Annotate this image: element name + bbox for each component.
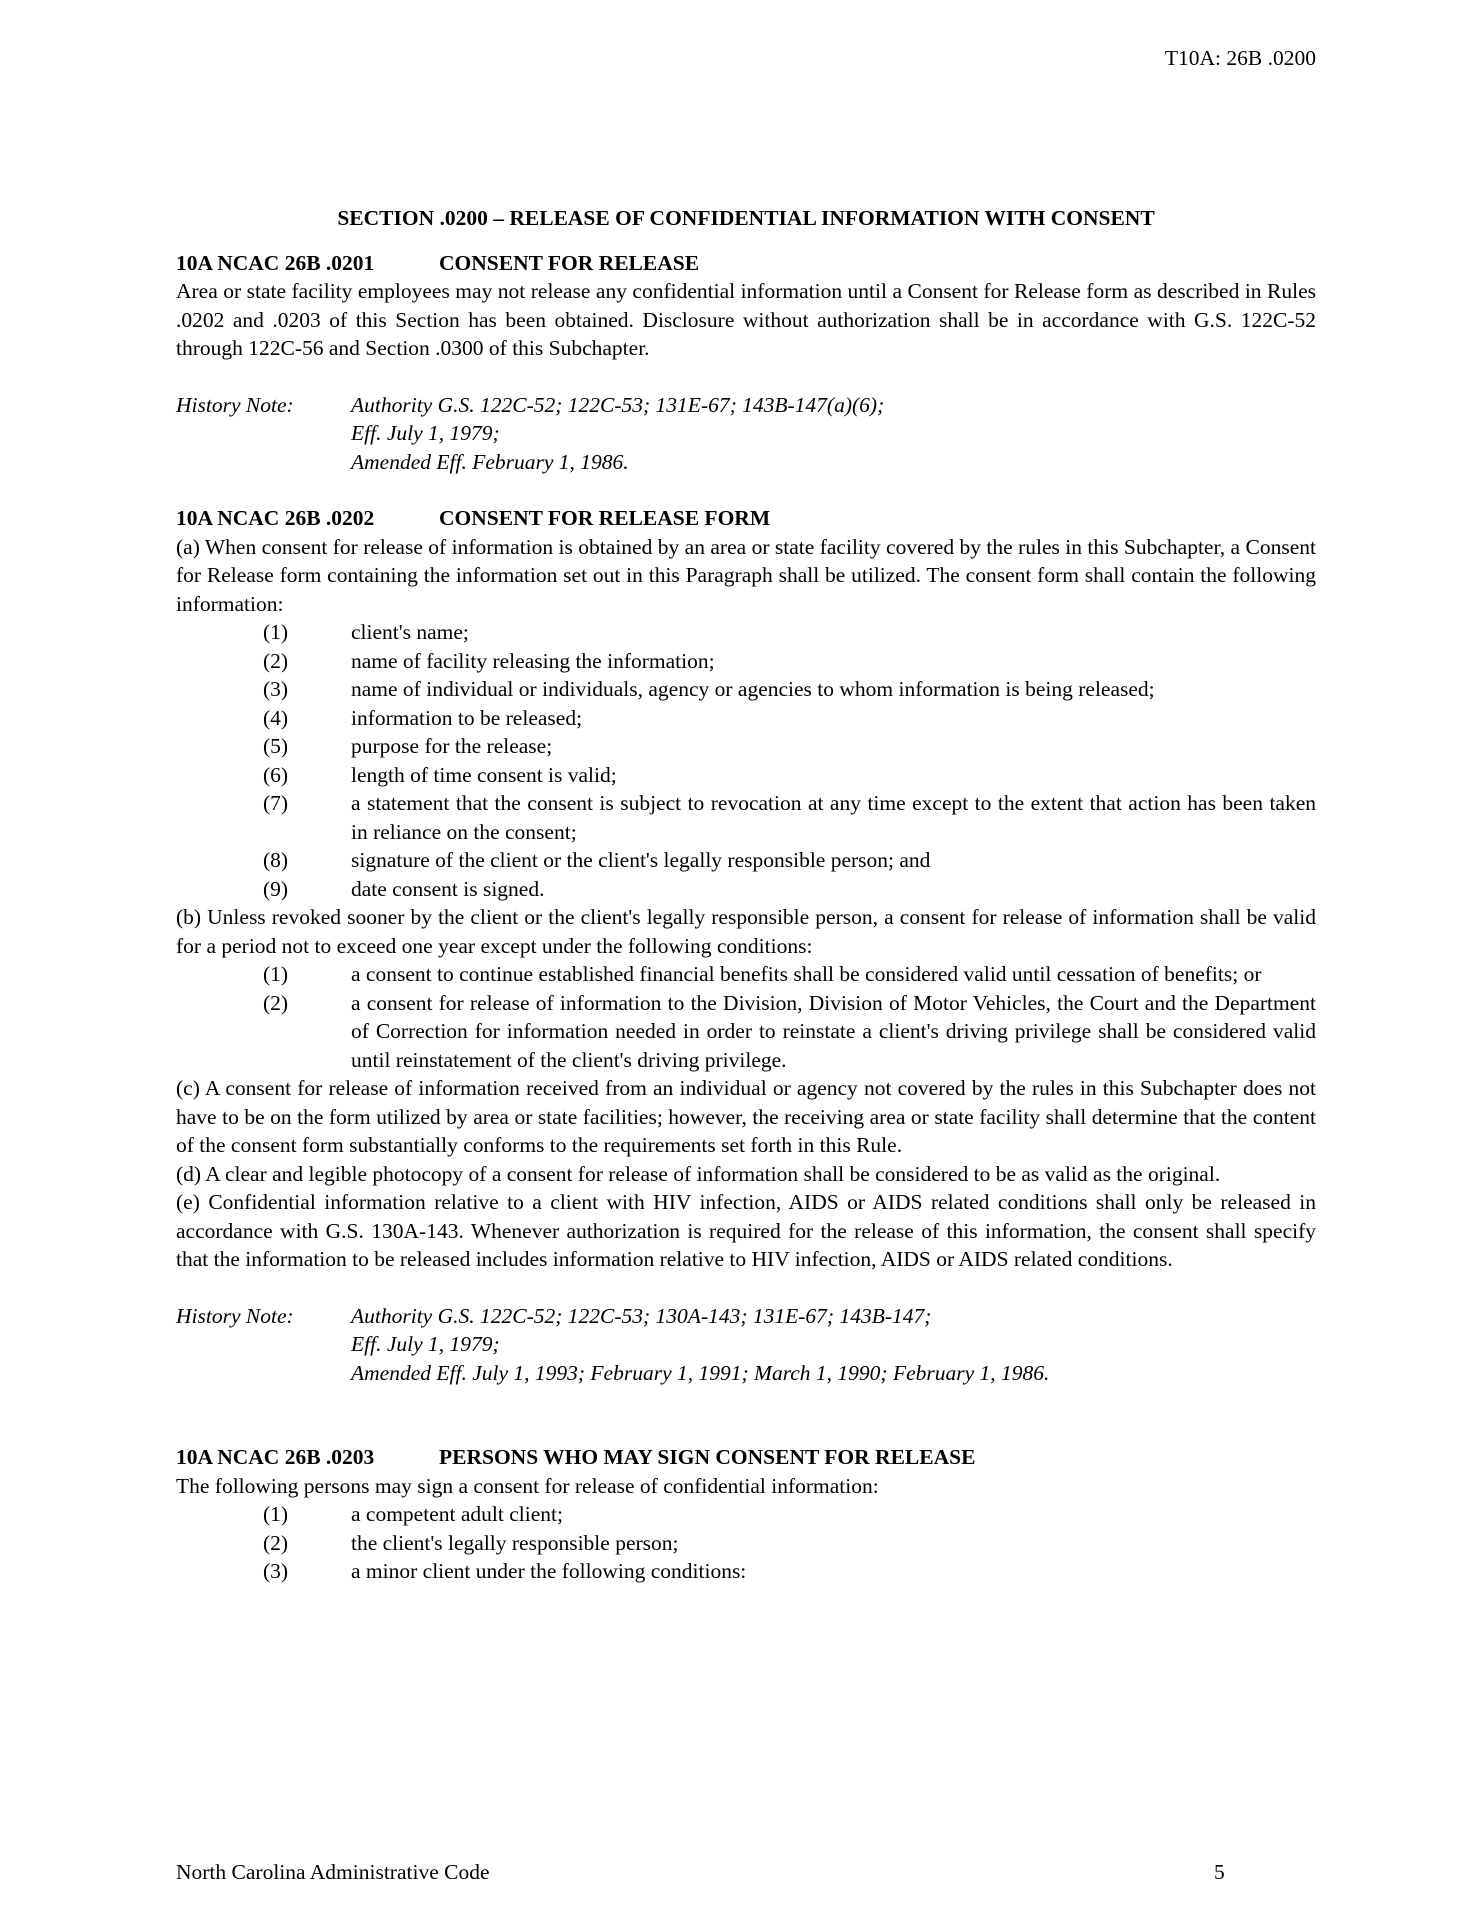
list-item-number: (2) bbox=[263, 1530, 289, 1555]
list-item-text: a consent to continue established financial benefits shall be considered valid until cessation of benefits; or bbox=[351, 962, 1262, 986]
footer-title: North Carolina Administrative Code bbox=[176, 1860, 490, 1884]
rule-number: 10A NCAC 26B .0202 bbox=[176, 506, 375, 530]
list-item bbox=[176, 618, 1316, 647]
list-item bbox=[176, 1500, 1316, 1529]
rule-heading-0202 bbox=[176, 504, 1316, 533]
rule-intro: The following persons may sign a consent for release of confidential information: bbox=[176, 1473, 879, 1498]
list-item-text: name of individual or individuals, agency or agencies to whom information is being released; bbox=[351, 677, 1155, 701]
paragraph-a: (a) When consent for release of information is obtained by an area or state facility covered by the rules in this Subchapter, a Consent for Release form containing the information set out in this Paragraph shall be utilized. The consent form shall contain the following information: bbox=[176, 534, 1316, 616]
signer-list bbox=[176, 1500, 1316, 1586]
list-item bbox=[176, 647, 1316, 676]
list-item-number: (5) bbox=[263, 734, 289, 758]
list-item-text: purpose for the release; bbox=[351, 734, 553, 758]
page-header-id: T10A: 26B .0200 bbox=[1164, 46, 1316, 70]
list-item-number: (3) bbox=[263, 1559, 289, 1583]
list-a bbox=[176, 618, 1316, 903]
section-title: SECTION .0200 – RELEASE OF CONFIDENTIAL INFORMATION WITH CONSENT bbox=[337, 206, 1155, 230]
history-line: Eff. July 1, 1979; bbox=[351, 421, 500, 445]
paragraph-c: (c) A consent for release of information received from an individual or agency not covered by the rules in this Subchapter does not have to be on the form utilized by area or state facilities; however, the receiving area or state facility shall determine that the content of the consent form substantially conforms to the requirements set forth in this Rule. bbox=[176, 1076, 1316, 1157]
rule-heading-0203 bbox=[176, 1443, 1316, 1472]
list-item-number: (8) bbox=[263, 848, 289, 872]
list-item-number: (7) bbox=[263, 791, 289, 815]
list-item-text: date consent is signed. bbox=[351, 876, 545, 901]
list-item-text: client's name; bbox=[351, 620, 469, 644]
rule-number: 10A NCAC 26B .0203 bbox=[176, 1445, 375, 1469]
list-item-number: (1) bbox=[263, 962, 289, 986]
list-item-text: signature of the client or the client's legally responsible person; and bbox=[351, 848, 931, 872]
history-label: History Note: bbox=[176, 1303, 294, 1328]
document-body bbox=[176, 204, 1316, 1586]
list-item bbox=[176, 846, 1316, 875]
list-item bbox=[176, 1557, 1316, 1586]
rule-title: CONSENT FOR RELEASE bbox=[439, 250, 700, 275]
history-line: Authority G.S. 122C-52; 122C-53; 131E-67; 143B-147(a)(6); bbox=[351, 392, 885, 417]
history-note bbox=[176, 1302, 1316, 1388]
list-item-text: a competent adult client; bbox=[351, 1502, 563, 1526]
list-item-number: (1) bbox=[263, 620, 289, 644]
list-item-number: (2) bbox=[263, 990, 289, 1015]
list-item bbox=[176, 1529, 1316, 1558]
history-line: Amended Eff. February 1, 1986. bbox=[351, 449, 629, 474]
list-item-number: (4) bbox=[263, 705, 289, 730]
list-item-text: a minor client under the following conditions: bbox=[351, 1559, 747, 1583]
rule-body: Area or state facility employees may not release any confidential information until a Consent for Release form as described in Rules .0202 and .0203 of this Section has been obtained. Disclosure without authorization shall be in accordance with G.S. 122C-52 through 122C-56 and Section .0300 of this Subchapter. bbox=[176, 279, 1316, 360]
list-b bbox=[176, 960, 1316, 1074]
list-item-number: (6) bbox=[263, 762, 289, 787]
rule-title: PERSONS WHO MAY SIGN CONSENT FOR RELEASE bbox=[439, 1445, 976, 1469]
list-item bbox=[176, 732, 1316, 761]
history-note bbox=[176, 391, 1316, 477]
list-item bbox=[176, 875, 1316, 904]
history-label: History Note: bbox=[176, 392, 294, 417]
list-item-number: (9) bbox=[263, 876, 289, 901]
paragraph-d: (d) A clear and legible photocopy of a consent for release of information shall be considered to be as valid as the original. bbox=[176, 1161, 1221, 1186]
list-item-text: a consent for release of information to the Division, Division of Motor Vehicles, the Court and the Department of Correction for information needed in order to reinstate a client's driving privilege shall be considered valid until reinstatement of the client's driving privilege. bbox=[351, 990, 1316, 1072]
page-number: 5 bbox=[1214, 1860, 1225, 1884]
list-item bbox=[176, 789, 1316, 846]
rule-title: CONSENT FOR RELEASE FORM bbox=[439, 506, 771, 530]
list-item-text: information to be released; bbox=[351, 705, 583, 730]
list-item bbox=[176, 704, 1316, 733]
list-item bbox=[176, 675, 1316, 704]
history-line: Eff. July 1, 1979; bbox=[351, 1332, 500, 1356]
paragraph-e: (e) Confidential information relative to a client with HIV infection, AIDS or AIDS related conditions shall only be released in accordance with G.S. 130A-143. Whenever authorization is required for the release of this information, the consent shall specify that the information to be released includes information relative to HIV infection, AIDS or AIDS related conditions. bbox=[176, 1190, 1316, 1271]
list-item-text: the client's legally responsible person; bbox=[351, 1530, 679, 1555]
list-item-text: a statement that the consent is subject to revocation at any time except to the extent that action has been taken in reliance on the consent; bbox=[351, 791, 1316, 844]
list-item bbox=[176, 989, 1316, 1075]
list-item-text: length of time consent is valid; bbox=[351, 762, 617, 787]
list-item-number: (1) bbox=[263, 1502, 289, 1526]
list-item-number: (3) bbox=[263, 677, 289, 701]
paragraph-b: (b) Unless revoked sooner by the client or the client's legally responsible person, a consent for release of information shall be valid for a period not to exceed one year except under the following conditions: bbox=[176, 905, 1316, 958]
list-item bbox=[176, 960, 1316, 989]
list-item-text: name of facility releasing the information; bbox=[351, 648, 715, 673]
list-item bbox=[176, 761, 1316, 790]
history-line: Amended Eff. July 1, 1993; February 1, 1991; March 1, 1990; February 1, 1986. bbox=[351, 1360, 1050, 1385]
history-line: Authority G.S. 122C-52; 122C-53; 130A-143; 131E-67; 143B-147; bbox=[351, 1303, 932, 1328]
list-item-number: (2) bbox=[263, 648, 289, 673]
rule-number: 10A NCAC 26B .0201 bbox=[176, 250, 375, 275]
rule-heading-0201 bbox=[176, 249, 1316, 278]
